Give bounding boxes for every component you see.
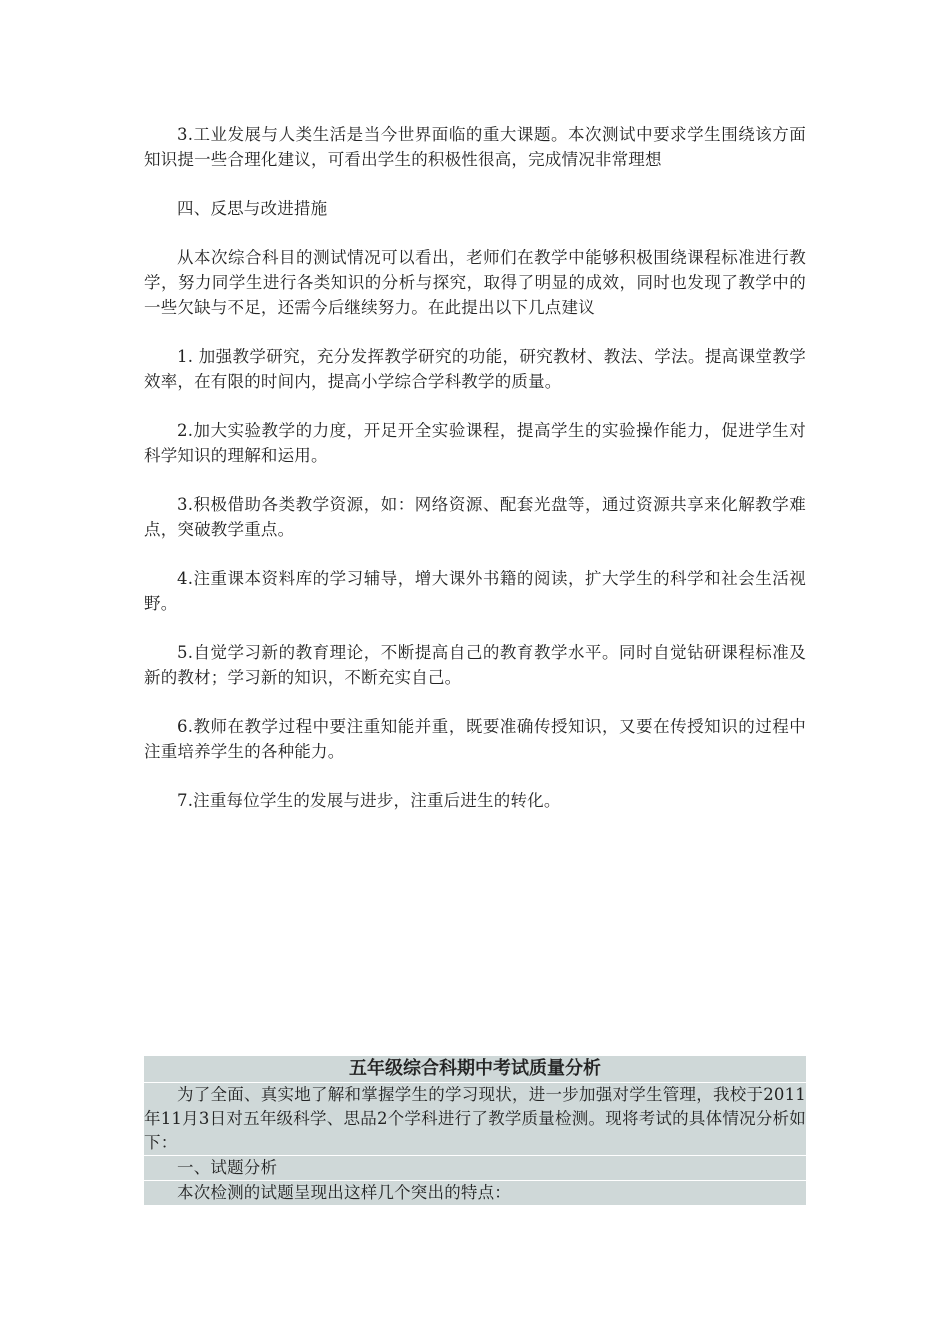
paragraph-reflection-intro: 从本次综合科目的测试情况可以看出，老师们在教学中能够积极围绕课程标准进行教学，努力同学生进行各类知识的分析与探究，取得了明显的成效，同时也发现了教学中的一些欠缺与不足，还需今后继续努力。在此提出以下几点建议 <box>144 248 806 317</box>
suggestion-4: 4.注重课本资料库的学习辅导，增大课外书籍的阅读，扩大学生的科学和社会生活视野。 <box>144 569 806 613</box>
boxed-paragraph-intro: 为了全面、真实地了解和掌握学生的学习现状，进一步加强对学生管理，我校于2011年11月3日对五年级科学、思品2个学科进行了教学质量检测。现将考试的具体情况分析如下： <box>144 1083 806 1156</box>
suggestion-1: 1. 加强教学研究，充分发挥教学研究的功能，研究教材、教法、学法。提高课堂教学效率，在有限的时间内，提高小学综合学科教学的质量。 <box>144 347 806 391</box>
paragraph-industry-topic: 3.工业发展与人类生活是当今世界面临的重大课题。本次测试中要求学生围绕该方面知识提一些合理化建议，可看出学生的积极性很高，完成情况非常理想 <box>144 125 806 169</box>
suggestion-3: 3.积极借助各类教学资源，如：网络资源、配套光盘等，通过资源共享来化解教学难点，突破教学重点。 <box>144 495 806 539</box>
boxed-paragraph-features: 本次检测的试题呈现出这样几个突出的特点： <box>144 1181 806 1206</box>
suggestion-2: 2.加大实验教学的力度，开足开全实验课程，提高学生的实验操作能力，促进学生对科学知识的理解和运用。 <box>144 421 806 465</box>
main-text <box>144 122 806 837</box>
suggestion-5: 5.自觉学习新的教育理论，不断提高自己的教育教学水平。同时自觉钻研课程标准及新的教材；学习新的知识，不断充实自己。 <box>144 643 806 687</box>
suggestion-7: 7.注重每位学生的发展与进步，注重后进生的转化。 <box>177 791 561 810</box>
suggestion-6: 6.教师在教学过程中要注重知能并重，既要准确传授知识，又要在传授知识的过程中注重培养学生的各种能力。 <box>144 717 806 761</box>
boxed-heading-test-analysis: 一、试题分析 <box>144 1156 806 1181</box>
section-heading-reflection: 四、反思与改进措施 <box>177 199 328 218</box>
boxed-section <box>144 1056 806 1206</box>
boxed-section-title: 五年级综合科期中考试质量分析 <box>144 1056 806 1083</box>
